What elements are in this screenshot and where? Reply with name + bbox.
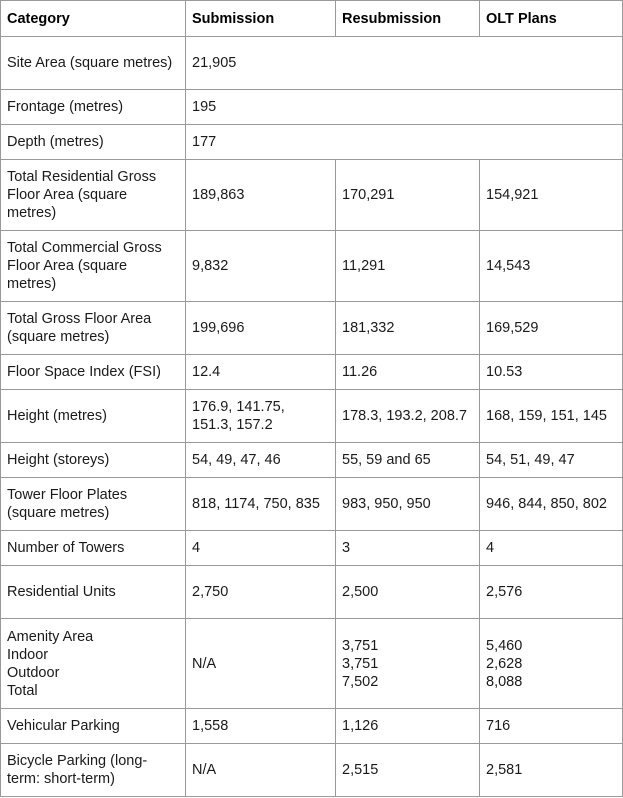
amenity-total-value: 8,088 bbox=[486, 673, 523, 690]
row-label: Number of Towers bbox=[1, 531, 186, 566]
cell-resubmission: 2,515 bbox=[336, 744, 480, 797]
row-label: Total Commercial Gross Floor Area (square metres) bbox=[1, 231, 186, 302]
cell-resubmission: 55, 59 and 65 bbox=[336, 443, 480, 478]
row-label: Bicycle Parking (long-term: short-term) bbox=[1, 744, 186, 797]
table-row bbox=[1, 709, 623, 744]
cell-submission: 54, 49, 47, 46 bbox=[186, 443, 336, 478]
cell-submission: N/A bbox=[186, 619, 336, 709]
cell-olt-plans: 168, 159, 151, 145 bbox=[480, 390, 623, 443]
table-row bbox=[1, 302, 623, 355]
cell-resubmission: 11.26 bbox=[336, 355, 480, 390]
cell-olt-plans: 716 bbox=[480, 709, 623, 744]
table-row bbox=[1, 478, 623, 531]
cell-olt-plans: 154,921 bbox=[480, 160, 623, 231]
row-label: Total Gross Floor Area (square metres) bbox=[1, 302, 186, 355]
cell-submission: 12.4 bbox=[186, 355, 336, 390]
row-label: Frontage (metres) bbox=[1, 90, 186, 125]
table-row bbox=[1, 355, 623, 390]
row-label: Height (storeys) bbox=[1, 443, 186, 478]
cell-submission: 2,750 bbox=[186, 566, 336, 619]
row-label: Site Area (square metres) bbox=[1, 37, 186, 90]
cell-olt-plans: 14,543 bbox=[480, 231, 623, 302]
table-row bbox=[1, 37, 623, 90]
table-row bbox=[1, 566, 623, 619]
cell-submission: N/A bbox=[186, 744, 336, 797]
row-label: Residential Units bbox=[1, 566, 186, 619]
amenity-outdoor-value: 2,628 bbox=[486, 655, 523, 672]
column-header-olt-plans: OLT Plans bbox=[480, 1, 623, 37]
row-label: Tower Floor Plates (square metres) bbox=[1, 478, 186, 531]
amenity-indoor-value: 3,751 bbox=[342, 637, 379, 654]
cell-submission: 176.9, 141.75, 151.3, 157.2 bbox=[186, 390, 336, 443]
amenity-indoor-label: Indoor bbox=[7, 646, 49, 663]
cell-olt-plans: 2,581 bbox=[480, 744, 623, 797]
cell-olt-plans bbox=[480, 619, 623, 709]
cell-resubmission: 170,291 bbox=[336, 160, 480, 231]
amenity-outdoor-value: 3,751 bbox=[342, 655, 379, 672]
cell-resubmission: 178.3, 193.2, 208.7 bbox=[336, 390, 480, 443]
cell-resubmission: 2,500 bbox=[336, 566, 480, 619]
table-row bbox=[1, 619, 623, 709]
table-row bbox=[1, 160, 623, 231]
cell-olt-plans: 946, 844, 850, 802 bbox=[480, 478, 623, 531]
amenity-outdoor-label: Outdoor bbox=[7, 664, 60, 681]
cell-olt-plans: 10.53 bbox=[480, 355, 623, 390]
cell-submission: 818, 1174, 750, 835 bbox=[186, 478, 336, 531]
cell-resubmission: 11,291 bbox=[336, 231, 480, 302]
amenity-indoor-value: 5,460 bbox=[486, 637, 523, 654]
cell-submission: 4 bbox=[186, 531, 336, 566]
row-label: Depth (metres) bbox=[1, 125, 186, 160]
cell-resubmission: 181,332 bbox=[336, 302, 480, 355]
cell-olt-plans: 4 bbox=[480, 531, 623, 566]
row-label: Total Residential Gross Floor Area (square metres) bbox=[1, 160, 186, 231]
cell-submission: 21,905 bbox=[186, 37, 623, 90]
table-row bbox=[1, 125, 623, 160]
table-row bbox=[1, 531, 623, 566]
cell-submission: 1,558 bbox=[186, 709, 336, 744]
row-label bbox=[1, 619, 186, 709]
cell-resubmission bbox=[336, 619, 480, 709]
column-header-submission: Submission bbox=[186, 1, 336, 37]
cell-resubmission: 983, 950, 950 bbox=[336, 478, 480, 531]
cell-resubmission: 3 bbox=[336, 531, 480, 566]
row-label: Height (metres) bbox=[1, 390, 186, 443]
cell-resubmission: 1,126 bbox=[336, 709, 480, 744]
table-row bbox=[1, 90, 623, 125]
row-label: Vehicular Parking bbox=[1, 709, 186, 744]
cell-submission: 199,696 bbox=[186, 302, 336, 355]
cell-submission: 195 bbox=[186, 90, 623, 125]
table-row bbox=[1, 390, 623, 443]
cell-olt-plans: 169,529 bbox=[480, 302, 623, 355]
table-row bbox=[1, 744, 623, 797]
amenity-area-label: Amenity Area bbox=[7, 628, 94, 645]
table-row bbox=[1, 231, 623, 302]
column-header-resubmission: Resubmission bbox=[336, 1, 480, 37]
cell-olt-plans: 2,576 bbox=[480, 566, 623, 619]
amenity-total-label: Total bbox=[7, 682, 38, 699]
column-header-category: Category bbox=[1, 1, 186, 37]
amenity-total-value: 7,502 bbox=[342, 673, 379, 690]
cell-submission: 177 bbox=[186, 125, 623, 160]
cell-submission: 189,863 bbox=[186, 160, 336, 231]
cell-submission: 9,832 bbox=[186, 231, 336, 302]
row-label: Floor Space Index (FSI) bbox=[1, 355, 186, 390]
header-row bbox=[1, 1, 623, 37]
table-row bbox=[1, 443, 623, 478]
cell-olt-plans: 54, 51, 49, 47 bbox=[480, 443, 623, 478]
